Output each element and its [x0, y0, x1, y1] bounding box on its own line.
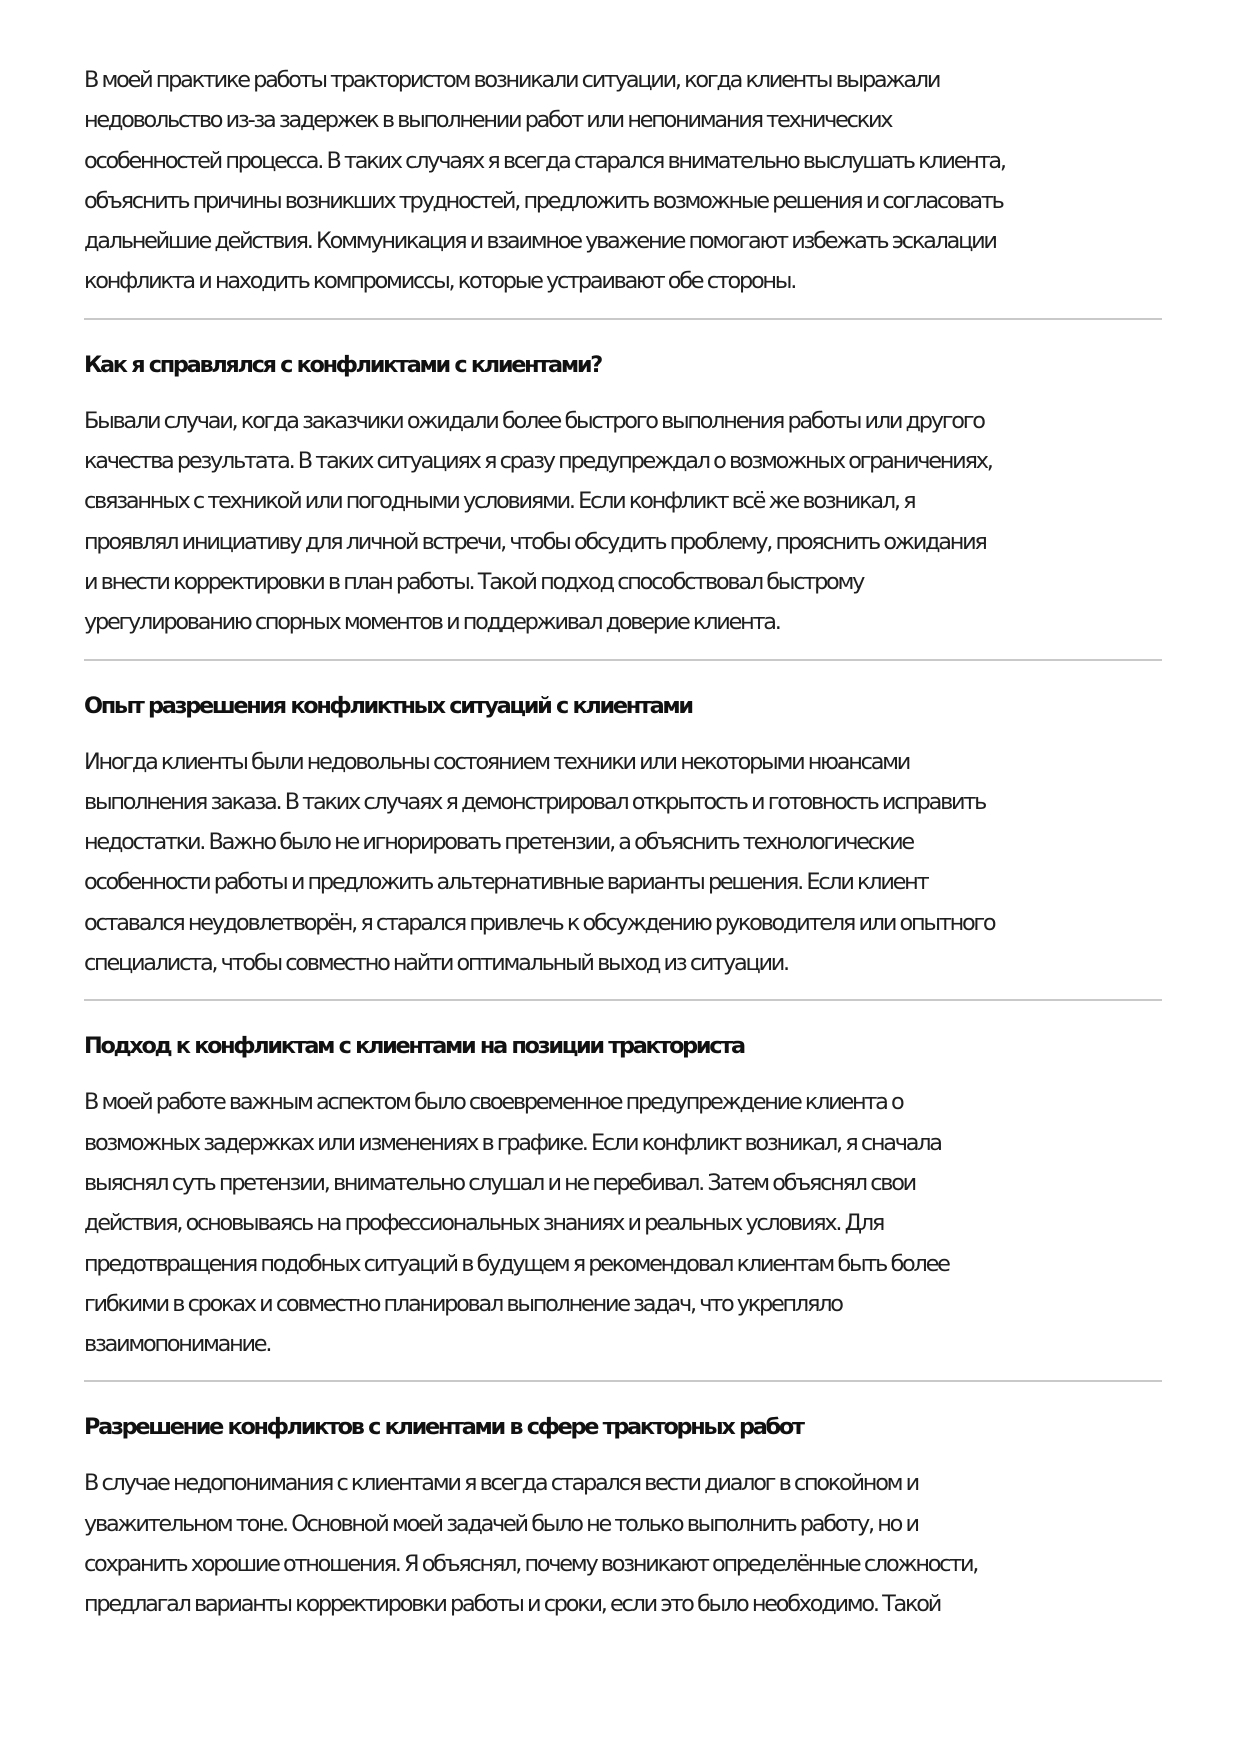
paragraph-line: сохранить хорошие отношения. Я объяснял, почему возникают определённые сложности, [84, 1551, 978, 1578]
section-paragraph [84, 401, 1164, 643]
paragraph-line: особенностей процесса. В таких случаях я всегда старался внимательно выслушать клиента, [84, 147, 1005, 174]
document-page [84, 60, 1164, 1625]
paragraph-line: конфликта и находить компромиссы, которые устраивают обе стороны. [84, 268, 796, 295]
section-divider [84, 1380, 1162, 1382]
paragraph-line: В случае недопонимания с клиентами я всегда старался вести диалог в спокойном и [84, 1470, 918, 1497]
paragraph-line: В моей практике работы трактористом возникали ситуации, когда клиенты выражали [84, 67, 940, 93]
paragraph-line: урегулированию спорных моментов и поддерживал доверие клиента. [84, 609, 780, 636]
paragraph-line: Бывали случаи, когда заказчики ожидали более быстрого выполнения работы или другого [84, 407, 984, 434]
paragraph-line: В моей работе важным аспектом было своевременное предупреждение клиента о [84, 1089, 903, 1116]
section-paragraph [84, 1463, 1164, 1624]
paragraph-line: взаимопонимание. [84, 1331, 271, 1358]
section-paragraph [84, 1082, 1164, 1364]
section-divider [84, 318, 1162, 320]
section-heading: Разрешение конфликтов с клиентами в сфере тракторных работ [84, 1414, 803, 1441]
paragraph-line: гибкими в сроках и совместно планировал выполнение задач, что укрепляло [84, 1290, 842, 1317]
paragraph-line: специалиста, чтобы совместно найти оптимальный выход из ситуации. [84, 950, 788, 977]
section-paragraph [84, 742, 1164, 984]
section-heading: Опыт разрешения конфликтных ситуаций с клиентами [84, 692, 692, 719]
section-divider [84, 999, 1162, 1001]
paragraph-line: возможных задержках или изменениях в графике. Если конфликт возникал, я сначала [84, 1129, 941, 1156]
paragraph-line: дальнейшие действия. Коммуникация и взаимное уважение помогают избежать эскалации [84, 228, 996, 255]
paragraph-line: качества результата. В таких ситуациях я сразу предупреждал о возможных ограничениях, [84, 448, 992, 475]
section-heading: Подход к конфликтам с клиентами на позиции тракториста [84, 1033, 744, 1060]
paragraph-line: связанных с техникой или погодными условиями. Если конфликт всё же возникал, я [84, 488, 915, 515]
paragraph-line: уважительном тоне. Основной моей задачей было не только выполнить работу, но и [84, 1510, 918, 1537]
intro-paragraph [84, 60, 1164, 302]
paragraph-line: Иногда клиенты были недовольны состоянием техники или некоторыми нюансами [84, 748, 910, 775]
paragraph-line: предотвращения подобных ситуаций в будущем я рекомендовал клиентам быть более [84, 1250, 949, 1277]
section-heading: Как я справлялся с конфликтами с клиентами? [84, 351, 601, 378]
paragraph-line: действия, основываясь на профессиональных знаниях и реальных условиях. Для [84, 1210, 884, 1237]
paragraph-line: предлагал варианты корректировки работы и сроки, если это было необходимо. Такой [84, 1591, 940, 1618]
paragraph-line: выполнения заказа. В таких случаях я демонстрировал открытость и готовность исправить [84, 788, 986, 815]
paragraph-line: недостатки. Важно было не игнорировать претензии, а объяснить технологические [84, 829, 913, 856]
paragraph-line: и внести корректировки в план работы. Такой подход способствовал быстрому [84, 568, 864, 595]
paragraph-line: объяснить причины возникших трудностей, предложить возможные решения и согласовать [84, 187, 1003, 214]
paragraph-line: недовольство из-за задержек в выполнении работ или непонимания технических [84, 107, 892, 134]
paragraph-line: оставался неудовлетворён, я старался привлечь к обсуждению руководителя или опытного [84, 909, 995, 936]
paragraph-line: особенности работы и предложить альтернативные варианты решения. Если клиент [84, 869, 928, 896]
paragraph-line: проявлял инициативу для личной встречи, чтобы обсудить проблему, прояснить ожидания [84, 528, 986, 555]
section-divider [84, 659, 1162, 661]
paragraph-line: выяснял суть претензии, внимательно слушал и не перебивал. Затем объяснял свои [84, 1169, 915, 1196]
